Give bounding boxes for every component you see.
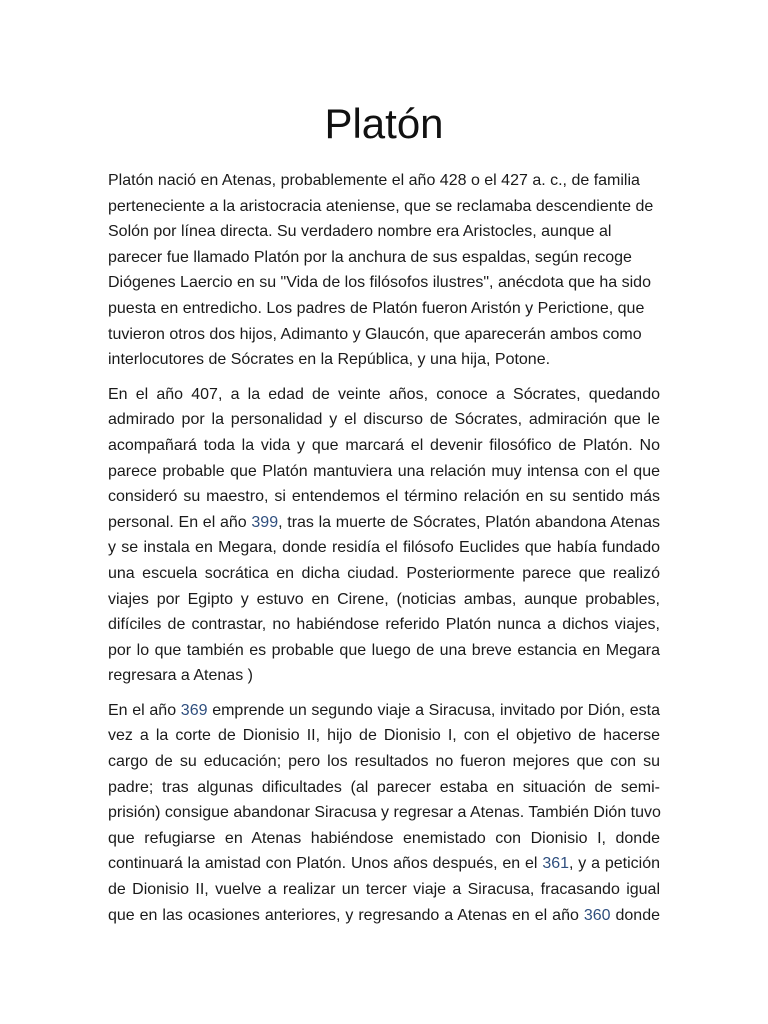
text-line: consideró su maestro, si entendemos el término relación en su sentido más	[108, 488, 660, 506]
text-line: y se instala en Megara, donde residía el filósofo Euclides que había fundado	[108, 539, 660, 557]
text-line: regresara a Atenas )	[108, 667, 253, 685]
text-line: una escuela socrática en dicha ciudad. Posteriormente parece que realizó	[108, 564, 660, 582]
text-line: difíciles de contrastar, no habiéndose referido Platón nunca a dichos viajes,	[108, 616, 660, 634]
text-line: de Dionisio II, vuelve a realizar un tercer viaje a Siracusa, fracasando igual	[108, 881, 660, 899]
text-line: Platón nació en Atenas, probablemente el año 428 o el 427 a. c., de familia	[108, 172, 640, 189]
text-line: personal. En el año 399, tras la muerte de Sócrates, Platón abandona Atenas	[108, 513, 661, 531]
text-line: parece probable que Platón mantuviera una relación muy intensa con el que	[108, 462, 660, 480]
text-line: tuvieron otros dos hijos, Adimanto y Glaucón, que aparecerán ambos como	[108, 325, 642, 343]
paragraph	[108, 698, 660, 928]
document-title: Platón	[324, 100, 444, 147]
text-line: que en las ocasiones anteriores, y regresando a Atenas en el año 360 donde	[108, 906, 660, 924]
text-line: vez a la corte de Dionisio II, hijo de Dionisio I, con el objetivo de hacerse	[108, 727, 660, 745]
text-line: admirado por la personalidad y el discurso de Sócrates, admiración que le	[108, 411, 660, 429]
text-line: parecer fue llamado Platón por la anchura de sus espaldas, según recoge	[108, 248, 632, 266]
year-number: 361	[542, 855, 570, 873]
text-line: por lo que también es probable que luego de una breve estancia en Megara	[108, 641, 660, 659]
paragraph	[108, 168, 660, 373]
text-line: puesta en entredicho. Los padres de Platón fueron Aristón y Perictione, que	[108, 299, 645, 317]
year-number: 399	[251, 513, 279, 531]
text-line: viajes por Egipto y estuvo en Cirene, (noticias ambas, aunque probables,	[108, 590, 660, 608]
document-body	[108, 168, 660, 937]
text-line: Solón por línea directa. Su verdadero nombre era Aristocles, aunque al	[108, 223, 612, 241]
text-line: acompañará toda la vida y que marcará el devenir filosófico de Platón. No	[108, 436, 660, 454]
year-number: 360	[583, 906, 611, 924]
text-line: En el año 407, a la edad de veinte años, conoce a Sócrates, quedando	[108, 385, 660, 403]
text-line: continuará la amistad con Platón. Unos años después, en el 361, y a petición	[108, 855, 661, 873]
text-line: interlocutores de Sócrates en la República, y una hija, Potone.	[108, 351, 551, 369]
text-line: cargo de su educación; pero los resultados no fueron mejores que con su	[108, 753, 660, 771]
paragraph	[108, 382, 660, 689]
text-line: padre; tras algunas dificultades (al parecer estaba en situación de semi-	[108, 778, 660, 796]
text-line: prisión) consigue abandonar Siracusa y regresar a Atenas. También Dión tuvo	[108, 804, 661, 822]
text-line: que refugiarse en Atenas habiéndose enemistado con Dionisio I, donde	[108, 829, 660, 847]
text-line: En el año 369 emprende un segundo viaje a Siracusa, invitado por Dión, esta	[108, 701, 660, 719]
text-line: perteneciente a la aristocracia ateniense, que se reclamaba descendiente de	[108, 197, 654, 215]
text-line: Diógenes Laercio en su "Vida de los filósofos ilustres", anécdota que ha sido	[108, 274, 651, 292]
year-number: 369	[180, 701, 208, 719]
